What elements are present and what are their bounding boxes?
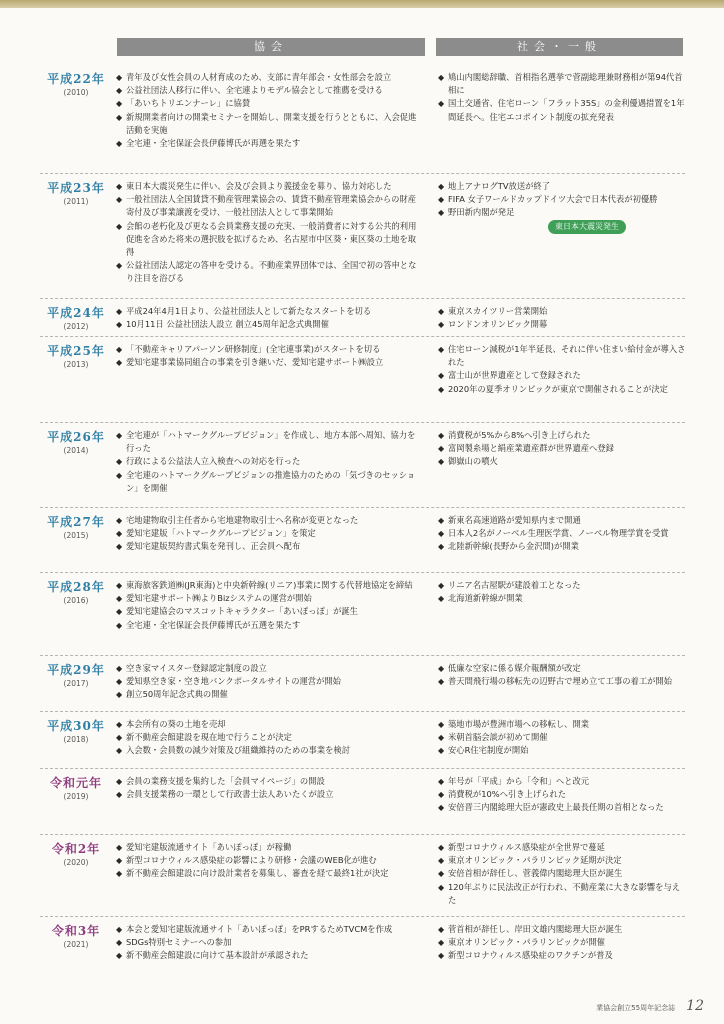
event-item: ◆ 愛知宅建版「ハトマークグループビジョン」を策定 <box>116 527 421 540</box>
event-item: ◆ 鳩山内閣総辞職、首相指名選挙で菅副総理兼財務相が第94代首相に <box>438 71 686 97</box>
society-events <box>438 662 686 688</box>
society-events <box>438 841 686 907</box>
event-item: ◆ 東海旅客鉄道㈱(JR東海)と中央新幹線(リニア)事業に関する代替地協定を締結 <box>116 579 421 592</box>
western-year: (2016) <box>63 596 89 605</box>
event-item: ◆ 新型コロナウィルス感染症の影響により研修・会議のWEB化が進む <box>116 854 421 867</box>
event-item: ◆ 富岡製糸場と絹産業遺産群が世界遺産へ登録 <box>438 442 686 455</box>
event-item: ◆ 住宅ローン減税が1年半延長、それに伴い住まい給付金が導入された <box>438 343 686 369</box>
era-year: 平成26年 <box>47 430 105 444</box>
society-events <box>438 923 686 963</box>
society-events <box>438 71 686 124</box>
era-year: 平成23年 <box>47 181 105 195</box>
timeline-row <box>40 768 685 835</box>
year-label <box>40 428 112 455</box>
year-label <box>40 304 112 331</box>
era-year: 平成29年 <box>47 663 105 677</box>
event-item: ◆ 東日本大震災発生に伴い、会及び会員より義援金を募り、協力対応した <box>116 180 421 193</box>
event-item: ◆ 安心R住宅制度が開始 <box>438 744 686 757</box>
event-item: ◆ SDGs特別セミナーへの参加 <box>116 936 421 949</box>
event-item: ◆ 愛知宅建サポート㈱よりBizシステムの運営が開始 <box>116 592 421 605</box>
western-year: (2020) <box>63 858 89 867</box>
event-item: ◆ 公益社団法人移行に伴い、全宅連よりモデル協会として推薦を受ける <box>116 84 421 97</box>
event-item: ◆ 日本人2名がノーベル生理医学賞、ノーベル物理学賞を受賞 <box>438 527 686 540</box>
timeline-row <box>40 298 685 337</box>
event-item: ◆ 平成24年4月1日より、公益社団法人として新たなスタートを切る <box>116 305 421 318</box>
era-year: 平成25年 <box>47 344 105 358</box>
western-year: (2010) <box>63 88 89 97</box>
event-item: ◆ 新不動産会館建設に向けて基本設計が承認された <box>116 949 421 962</box>
era-year: 令和2年 <box>51 842 101 856</box>
western-year: (2011) <box>63 197 89 206</box>
era-year: 平成27年 <box>47 515 105 529</box>
event-item: ◆ 新東名高速道路が愛知県内まで開通 <box>438 514 686 527</box>
event-item: ◆ 一般社団法人全国賃貸不動産管理業協会の、賃貸不動産管理業協会からの財産寄付及び事業譲渡を受け、一般社団法人として事業開始 <box>116 193 421 219</box>
association-events <box>116 343 421 369</box>
event-item: ◆ 築地市場が豊洲市場への移転し、開業 <box>438 718 686 731</box>
year-label <box>40 513 112 540</box>
timeline-row <box>40 916 685 996</box>
event-item: ◆ 消費税が10%へ引き上げられた <box>438 788 686 801</box>
association-events <box>116 775 421 801</box>
western-year: (2021) <box>63 940 89 949</box>
association-events <box>116 514 421 554</box>
page-number: 12 <box>686 998 704 1014</box>
event-item: ◆ 愛知宅建協会のマスコットキャラクター「あいぽっぽ」が誕生 <box>116 605 421 618</box>
event-item: ◆ 2020年の夏季オリンピックが東京で開催されることが決定 <box>438 383 686 396</box>
event-item: ◆ 新型コロナウィルス感染症が全世界で蔓延 <box>438 841 686 854</box>
event-item: ◆ 会館の老朽化及び更なる会員業務支援の充実、一般消費者に対する公共的利用促進を含めた将来の選択肢を拡げるため、名古屋市中区葵・東区葵の土地を取得 <box>116 220 421 260</box>
event-item: ◆ 安倍晋三内閣総理大臣が憲政史上最長任期の首相となった <box>438 801 686 814</box>
year-label <box>40 70 112 97</box>
event-item: ◆ 普天間飛行場の移転先の辺野古で埋め立て工事の着工が開始 <box>438 675 686 688</box>
society-events <box>438 775 686 815</box>
association-column-header: 協会 <box>117 38 425 56</box>
event-item: ◆ 会員支援業務の一環として行政書士法人あいたくが設立 <box>116 788 421 801</box>
event-item: ◆ 全宅連・全宅保証会長伊藤博氏が再選を果たす <box>116 137 421 150</box>
event-item: ◆ 愛知宅建事業協同組合の事業を引き継いだ、愛知宅建サポート㈱設立 <box>116 356 421 369</box>
event-item: ◆ 創立50周年記念式典の開催 <box>116 688 421 701</box>
event-item: ◆ 本会所有の葵の土地を売却 <box>116 718 421 731</box>
year-label <box>40 179 112 206</box>
event-item: ◆ 新規開業者向けの開業セミナーを開始し、開業支援を行うとともに、入会促進活動を実施 <box>116 111 421 137</box>
society-events <box>438 514 686 554</box>
event-item: ◆ 新不動産会館建設に向け設計業者を募集し、審査を経て最終1社が決定 <box>116 867 421 880</box>
event-item: ◆ 全宅連が「ハトマークグループビジョン」を作成し、地方本部へ周知、協力を行った <box>116 429 421 455</box>
western-year: (2015) <box>63 531 89 540</box>
year-label <box>40 661 112 688</box>
page-footer <box>596 995 704 1014</box>
society-events <box>438 305 686 331</box>
event-item: ◆ 青年及び女性会員の人材育成のため、支部に青年部会・女性部会を設立 <box>116 71 421 84</box>
association-events <box>116 718 421 758</box>
event-item: ◆ ロンドンオリンピック開幕 <box>438 318 686 331</box>
event-item: ◆ 公益社団法人認定の答申を受ける。不動産業界団体では、全国で初の答申となり注目を浴びる <box>116 259 421 285</box>
association-events <box>116 429 421 495</box>
event-item: ◆ リニア名古屋駅が建設着工となった <box>438 579 686 592</box>
event-item: ◆ 東京オリンピック・パラリンピックが開催 <box>438 936 686 949</box>
event-item: ◆ 新型コロナウィルス感染症のワクチンが普及 <box>438 949 686 962</box>
event-item: ◆ 「あいちトリエンナーレ」に協賛 <box>116 97 421 110</box>
event-item: ◆ 全宅連・全宅保証会長伊藤博氏が五選を果たす <box>116 619 421 632</box>
event-item: ◆ 入会数・会員数の減少対策及び組織維持のための事業を検討 <box>116 744 421 757</box>
year-label <box>40 922 112 949</box>
society-column-header: 社会・一般 <box>436 38 683 56</box>
event-item: ◆ 120年ぶりに民法改正が行われ、不動産業に大きな影響を与えた <box>438 881 686 907</box>
event-item: ◆ 全宅連のハトマークグループビジョンの推進協力のための「気づきのセッション」を開催 <box>116 469 421 495</box>
event-item: ◆ 10月11日 公益社団法人設立 創立45周年記念式典開催 <box>116 318 421 331</box>
association-events <box>116 305 421 331</box>
event-item: ◆ 消費税が5%から8%へ引き上げられた <box>438 429 686 442</box>
timeline-row <box>40 336 685 423</box>
event-item: ◆ 野田新内閣が発足 <box>438 206 686 219</box>
year-label <box>40 840 112 867</box>
event-item: ◆ 空き家マイスター登録認定制度の設立 <box>116 662 421 675</box>
event-item: ◆ 低廉な空家に係る媒介報酬額が改定 <box>438 662 686 675</box>
timeline-row <box>40 711 685 769</box>
society-events <box>438 180 686 220</box>
western-year: (2012) <box>63 322 89 331</box>
association-events <box>116 923 421 963</box>
event-item: ◆ 米朝首脳会談が初めて開催 <box>438 731 686 744</box>
timeline-row <box>40 64 685 174</box>
event-item: ◆ 愛知県空き家・空き地バンクポータルサイトの運営が開始 <box>116 675 421 688</box>
event-item: ◆ 富士山が世界遺産として登録された <box>438 369 686 382</box>
event-item: ◆ 愛知宅建版契約書式集を発刊し、正会員へ配布 <box>116 540 421 553</box>
year-label <box>40 774 112 801</box>
society-events <box>438 579 686 605</box>
earthquake-badge: 東日本大震災発生 <box>548 220 626 234</box>
western-year: (2013) <box>63 360 89 369</box>
event-item: ◆ 年号が「平成」から「令和」へと改元 <box>438 775 686 788</box>
era-year: 平成28年 <box>47 580 105 594</box>
event-item: ◆ 宅地建物取引主任者から宅地建物取引士へ名称が変更となった <box>116 514 421 527</box>
event-item: ◆ 会員の業務支援を集約した「会員マイページ」の開設 <box>116 775 421 788</box>
timeline-row <box>40 422 685 508</box>
association-events <box>116 662 421 702</box>
era-year: 平成22年 <box>47 72 105 86</box>
event-item: ◆ 行政による公益法人立入検査への対応を行った <box>116 455 421 468</box>
association-events <box>116 579 421 632</box>
western-year: (2019) <box>63 792 89 801</box>
top-decorative-bar <box>0 0 724 8</box>
event-item: ◆ 地上アナログTV放送が終了 <box>438 180 686 193</box>
event-item: ◆ 御嶽山の噴火 <box>438 455 686 468</box>
association-events <box>116 180 421 286</box>
event-item: ◆ FIFA 女子ワールドカップドイツ大会で日本代表が初優勝 <box>438 193 686 206</box>
society-events <box>438 718 686 758</box>
year-label <box>40 342 112 369</box>
society-events <box>438 429 686 469</box>
western-year: (2017) <box>63 679 89 688</box>
event-item: ◆ 北陸新幹線(長野から金沢間)が開業 <box>438 540 686 553</box>
era-year: 令和3年 <box>51 924 101 938</box>
timeline-row <box>40 173 685 299</box>
event-item: ◆ 本会と愛知宅建版流通サイト「あいぽっぽ」をPRするためTVCMを作成 <box>116 923 421 936</box>
association-events <box>116 841 421 881</box>
footer-title: 業協会創立55周年記念誌 <box>596 1004 676 1012</box>
event-item: ◆ 北海道新幹線が開業 <box>438 592 686 605</box>
event-item: ◆ 新不動産会館建設を現在地で行うことが決定 <box>116 731 421 744</box>
timeline-row <box>40 507 685 573</box>
event-item: ◆ 「不動産キャリアパーソン研修制度」(全宅連事業)がスタートを切る <box>116 343 421 356</box>
western-year: (2018) <box>63 735 89 744</box>
society-events <box>438 343 686 396</box>
event-item: ◆ 安倍首相が辞任し、菅義偉内閣総理大臣が誕生 <box>438 867 686 880</box>
era-year: 平成30年 <box>47 719 105 733</box>
timeline-row <box>40 834 685 917</box>
event-item: ◆ 愛知宅建版流通サイト「あいぽっぽ」が稼働 <box>116 841 421 854</box>
era-year: 平成24年 <box>47 306 105 320</box>
timeline-row <box>40 572 685 656</box>
era-year: 令和元年 <box>49 776 102 790</box>
event-item: ◆ 国土交通省、住宅ローン「フラット35S」の金利優遇措置を1年間延長へ。住宅エコポイント制度の拡充発表 <box>438 97 686 123</box>
event-item: ◆ 東京スカイツリー営業開始 <box>438 305 686 318</box>
timeline-row <box>40 655 685 712</box>
year-label <box>40 578 112 605</box>
association-events <box>116 71 421 150</box>
event-item: ◆ 菅首相が辞任し、岸田文雄内閣総理大臣が誕生 <box>438 923 686 936</box>
western-year: (2014) <box>63 446 89 455</box>
event-item: ◆ 東京オリンピック・パラリンピック延期が決定 <box>438 854 686 867</box>
year-label <box>40 717 112 744</box>
